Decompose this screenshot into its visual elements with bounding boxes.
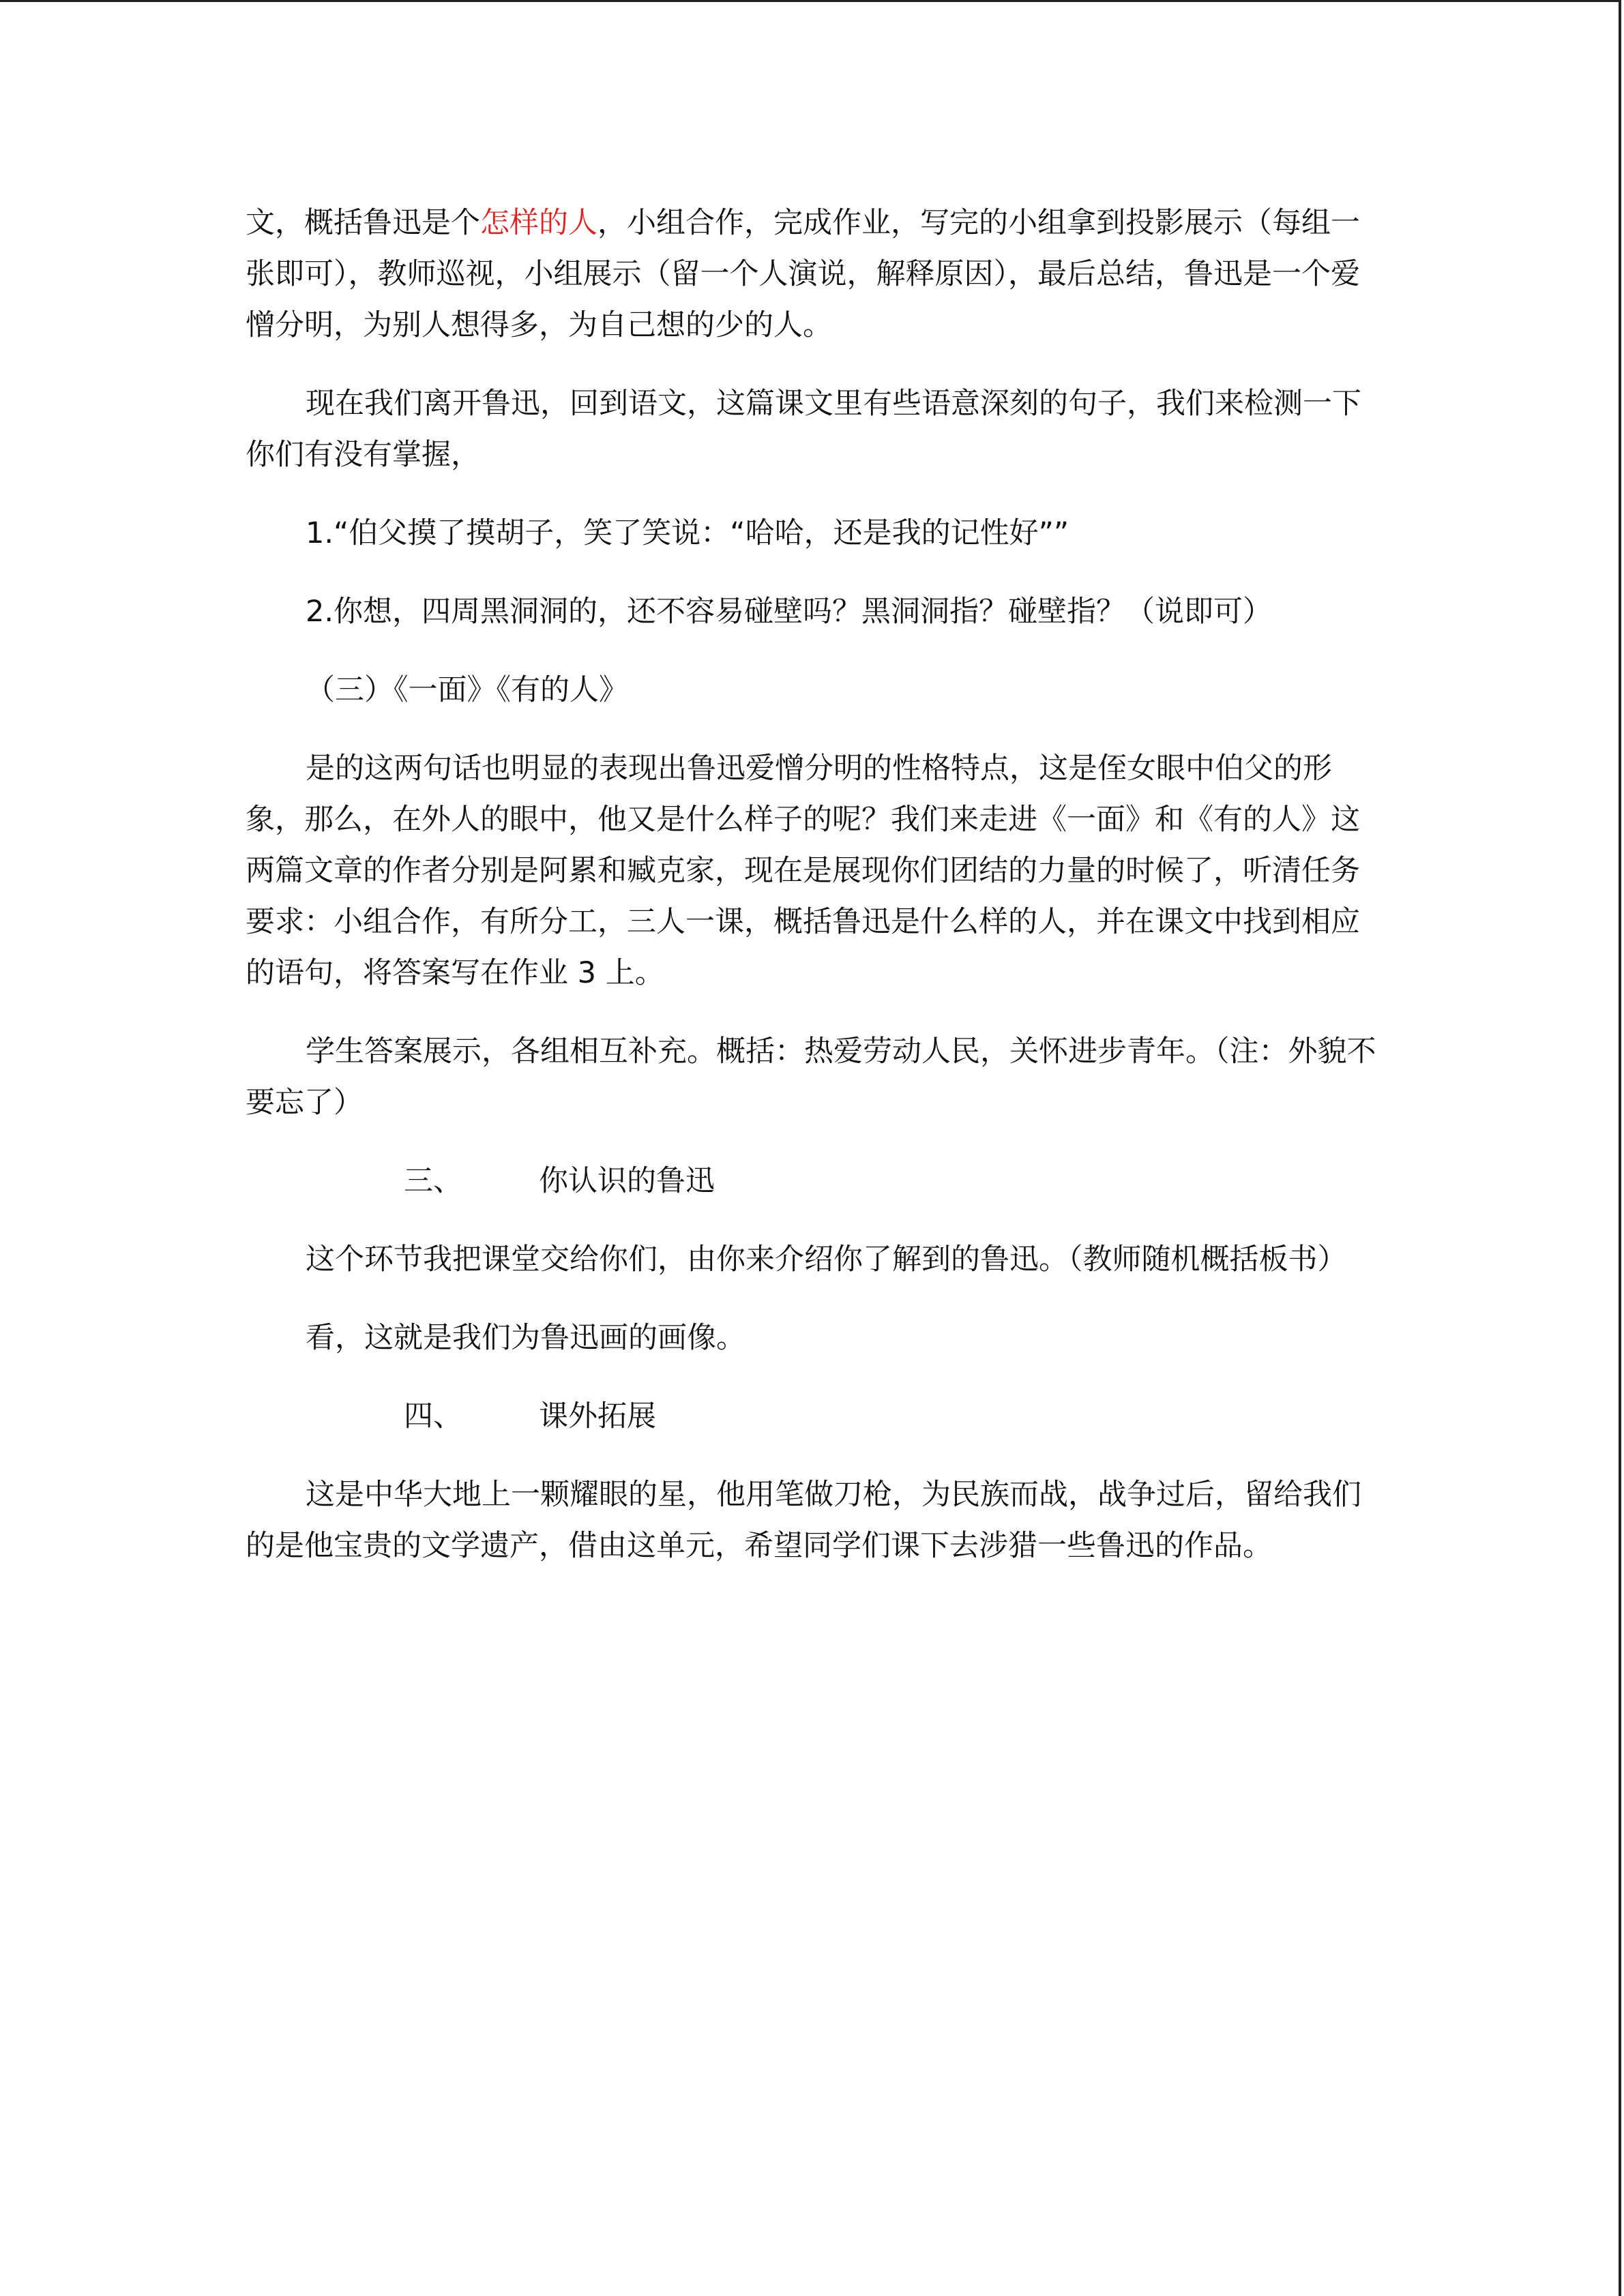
paragraph-answers: 学生答案展示，各组相互补充。概括：热爱劳动人民，关怀进步青年。（注：外貌不要忘了） <box>246 1034 1376 1120</box>
paragraph-classroom: 这个环节我把课堂交给你们，由你来介绍你了解到的鲁迅。（教师随机概括板书） <box>306 1242 1347 1277</box>
paragraph-summary <box>246 198 1378 351</box>
highlighted-text: 怎样的人 <box>480 206 597 240</box>
heading-number: 三、 <box>404 1164 462 1198</box>
paragraph-summary-end: ，小组合作，完成作业，写完的小组拿到投影展示（每组一张即可），教师巡视，小组展示（留一个人演说，解释原因），最后总结，鲁迅是一个爱憎分明，为别人想得多，为自己想的少的人。 <box>246 206 1360 342</box>
heading-section-four <box>246 1391 1378 1442</box>
question-item-2: 2.你想，四周黑洞洞的，还不容易碰壁吗？黑洞洞指？碰壁指？（说即可） <box>306 595 1273 629</box>
paragraph-portrait: 看，这就是我们为鲁迅画的画像。 <box>306 1321 745 1355</box>
paragraph-task: 是的这两句话也明显的表现出鲁迅爱憎分明的性格特点，这是侄女眼中伯父的形象，那么，在外人的眼中，他又是什么样子的呢？我们来走进《一面》和《有的人》这两篇文章的作者分别是阿累和臧克家，现在是展现你们团结的力量的时候了，听清任务要求：小组合作，有所分工，三人一课，概括鲁迅是什么样的人，并在课文中找到相应的语句，将答案写在作业 3 上。 <box>246 751 1360 990</box>
paragraph-summary-start: 文，概括鲁迅是个 <box>246 206 480 240</box>
heading-section-three <box>246 1156 1378 1207</box>
document-body <box>246 198 1378 1599</box>
section-title-3: （三）《一面》《有的人》 <box>306 673 628 707</box>
heading-number: 四、 <box>404 1399 462 1433</box>
heading-text: 课外拓展 <box>539 1399 656 1433</box>
heading-text: 你认识的鲁迅 <box>539 1164 715 1198</box>
paragraph-closing: 这是中华大地上一颗耀眼的星，他用笔做刀枪，为民族而战，战争过后，留给我们的是他宝贵的文学遗产，借由这单元，希望同学们课下去涉猎一些鲁迅的作品。 <box>246 1478 1361 1563</box>
paragraph-transition: 现在我们离开鲁迅，回到语文，这篇课文里有些语意深刻的句子，我们来检测一下你们有没有掌握， <box>246 387 1361 472</box>
question-item-1: 1.“伯父摸了摸胡子，笑了笑说：“哈哈，还是我的记性好”” <box>306 516 1069 550</box>
